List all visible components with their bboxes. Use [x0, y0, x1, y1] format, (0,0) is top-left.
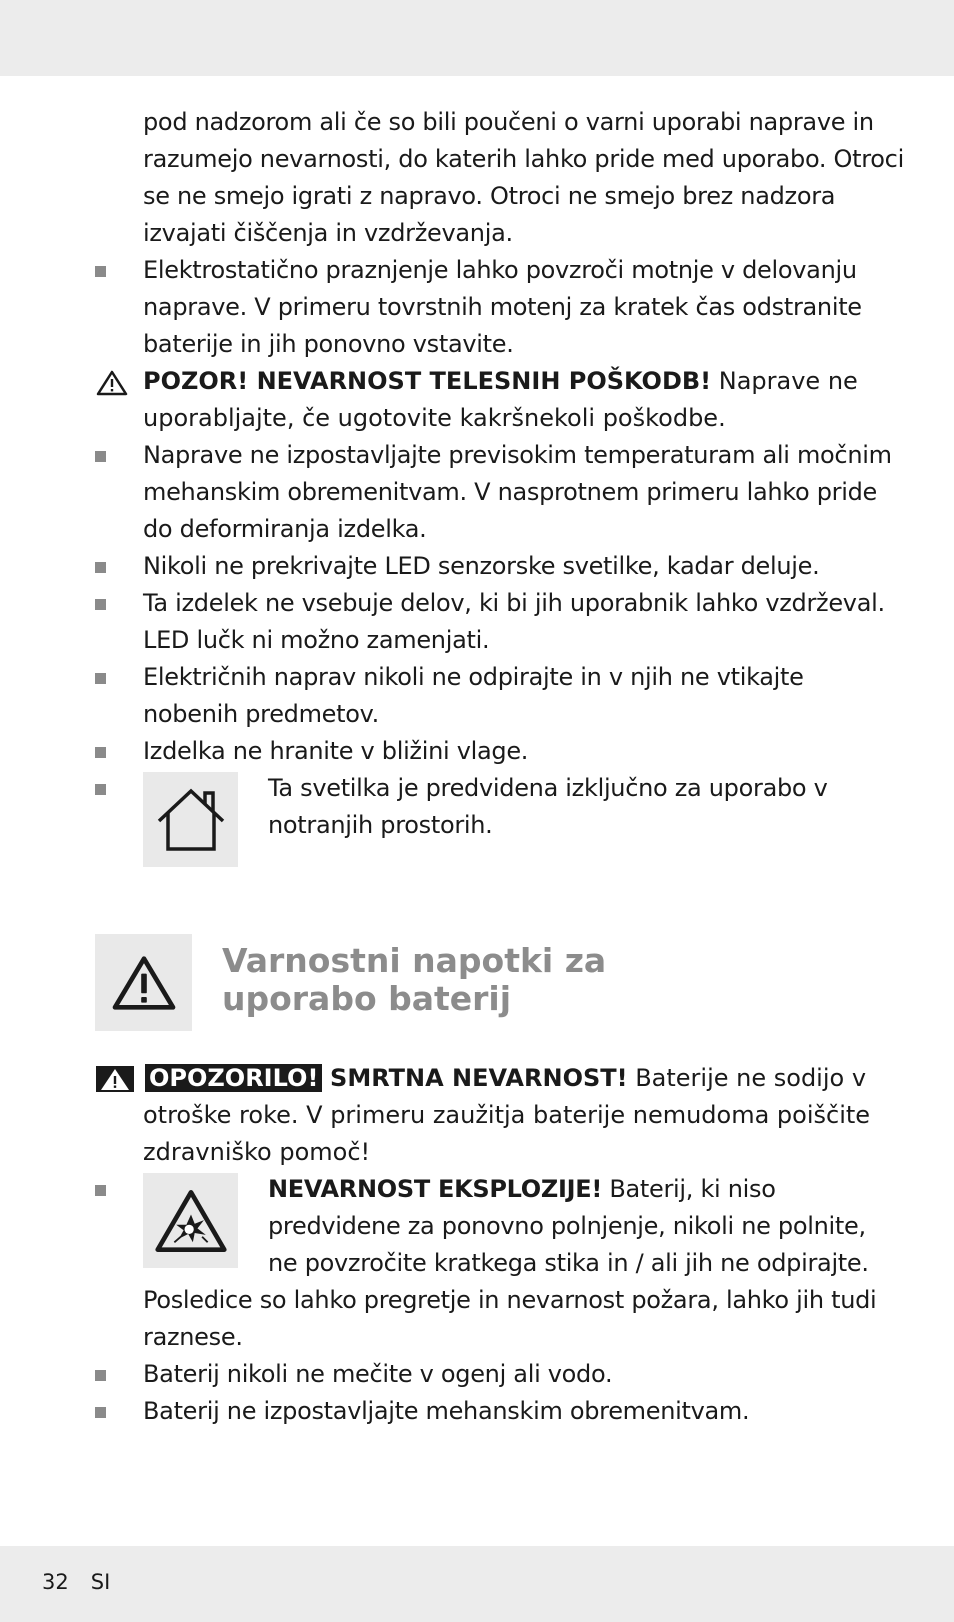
- bullet-square-icon: [95, 747, 106, 758]
- injury-warning: [0, 363, 954, 437]
- section-heading: [0, 934, 954, 1030]
- list-item: [0, 585, 954, 659]
- bullet-square-icon: [95, 1407, 106, 1418]
- section-title-line2: uporabo baterij: [222, 979, 512, 1018]
- list-item: [0, 548, 954, 585]
- section-title-line1: Varnostni napotki za: [222, 941, 607, 980]
- bullet-square-icon: [95, 1370, 106, 1381]
- list-item-text: Električnih naprav nikoli ne odpirajte in v njih ne vtikajte nobenih predmetov.: [143, 663, 804, 728]
- list-item-text: Izdelka ne hranite v bližini vlage.: [143, 737, 529, 765]
- bullet-square-icon: [95, 562, 106, 573]
- bottom-band: [0, 1546, 954, 1622]
- list-item-text: Nikoli ne prekrivajte LED senzorske svetilke, kadar deluje.: [143, 552, 820, 580]
- bullet-square-icon: [95, 784, 106, 795]
- bullet-square-icon: [95, 599, 106, 610]
- explosion-hazard-icon: [143, 1173, 238, 1268]
- list-item: [0, 1356, 954, 1393]
- section-title: [222, 942, 606, 1018]
- indoor-use-text: Ta svetilka je predvidena izključno za uporabo v notranjih prostorih.: [268, 774, 828, 839]
- death-warning-text: Baterije ne sodijo v otroške roke. V primeru zaužitja baterije nemudoma poiščite zdravniško pomoč!: [143, 1064, 871, 1166]
- list-item-text: Elektrostatično praznjenje lahko povzroči motnje v delovanju naprave. V primeru tovrstnih motenj za kratek čas odstranite baterije in jih ponovno vstavite.: [143, 256, 862, 358]
- explosion-continued: Posledice so lahko pregretje in nevarnost požara, lahko jih tudi raznese.: [143, 1286, 877, 1351]
- list-item: [0, 659, 954, 733]
- house-icon: [143, 772, 238, 867]
- explosion-item: [0, 1171, 954, 1282]
- list-item: [0, 733, 954, 770]
- list-item-text: Baterij ne izpostavljajte mehanskim obremenitvam.: [143, 1397, 750, 1425]
- death-warning-heading: SMRTNA NEVARNOST!: [330, 1064, 628, 1092]
- language-code: SI: [90, 1570, 111, 1594]
- top-band: [0, 0, 954, 76]
- list-item: [0, 1393, 954, 1430]
- caution-triangle-icon: [96, 370, 128, 396]
- warning-label: OPOZORILO!: [145, 1064, 322, 1092]
- warning-triangle-icon: [95, 934, 192, 1031]
- page-content: [0, 104, 954, 1430]
- indoor-use-item: [0, 770, 954, 866]
- injury-warning-heading: POZOR! NEVARNOST TELESNIH POŠKODB!: [143, 367, 712, 395]
- page-number: 32: [42, 1570, 69, 1594]
- list-item: [0, 252, 954, 363]
- list-item-text: Naprave ne izpostavljajte previsokim temperaturam ali močnim mehanskim obremenitvam. V nasprotnem primeru lahko pride do deformiranja izdelka.: [143, 441, 892, 543]
- injury-warning-text: Naprave ne uporabljajte, če ugotovite kakršnekoli poškodbe.: [143, 367, 858, 432]
- death-warning: [0, 1060, 954, 1171]
- list-item-text: Ta izdelek ne vsebuje delov, ki bi jih uporabnik lahko vzdrževal. LED lučk ni možno zamenjati.: [143, 589, 885, 654]
- continued-paragraph: pod nadzorom ali če so bili poučeni o varni uporabi naprave in razumejo nevarnosti, do katerih lahko pride med uporabo. Otroci se ne smejo igrati z napravo. Otroci ne smejo brez nadzora izvajati čiščenja in vzdrževanja.: [143, 108, 904, 247]
- bullet-square-icon: [95, 673, 106, 684]
- warning-label-icon: [96, 1066, 134, 1092]
- list-item-text: Baterij nikoli ne mečite v ogenj ali vodo.: [143, 1360, 613, 1388]
- bullet-square-icon: [95, 451, 106, 462]
- list-item: [0, 437, 954, 548]
- page-footer: [42, 1570, 132, 1594]
- explosion-heading: NEVARNOST EKSPLOZIJE!: [268, 1175, 602, 1203]
- bullet-square-icon: [95, 1185, 106, 1196]
- explosion-body: Baterij, ki niso predvidene za ponovno polnjenje, nikoli ne polnite, ne povzročite kratkega stika in / ali jih ne odpirajte.: [268, 1175, 869, 1277]
- explosion-text: [268, 1171, 898, 1282]
- bullet-square-icon: [95, 266, 106, 277]
